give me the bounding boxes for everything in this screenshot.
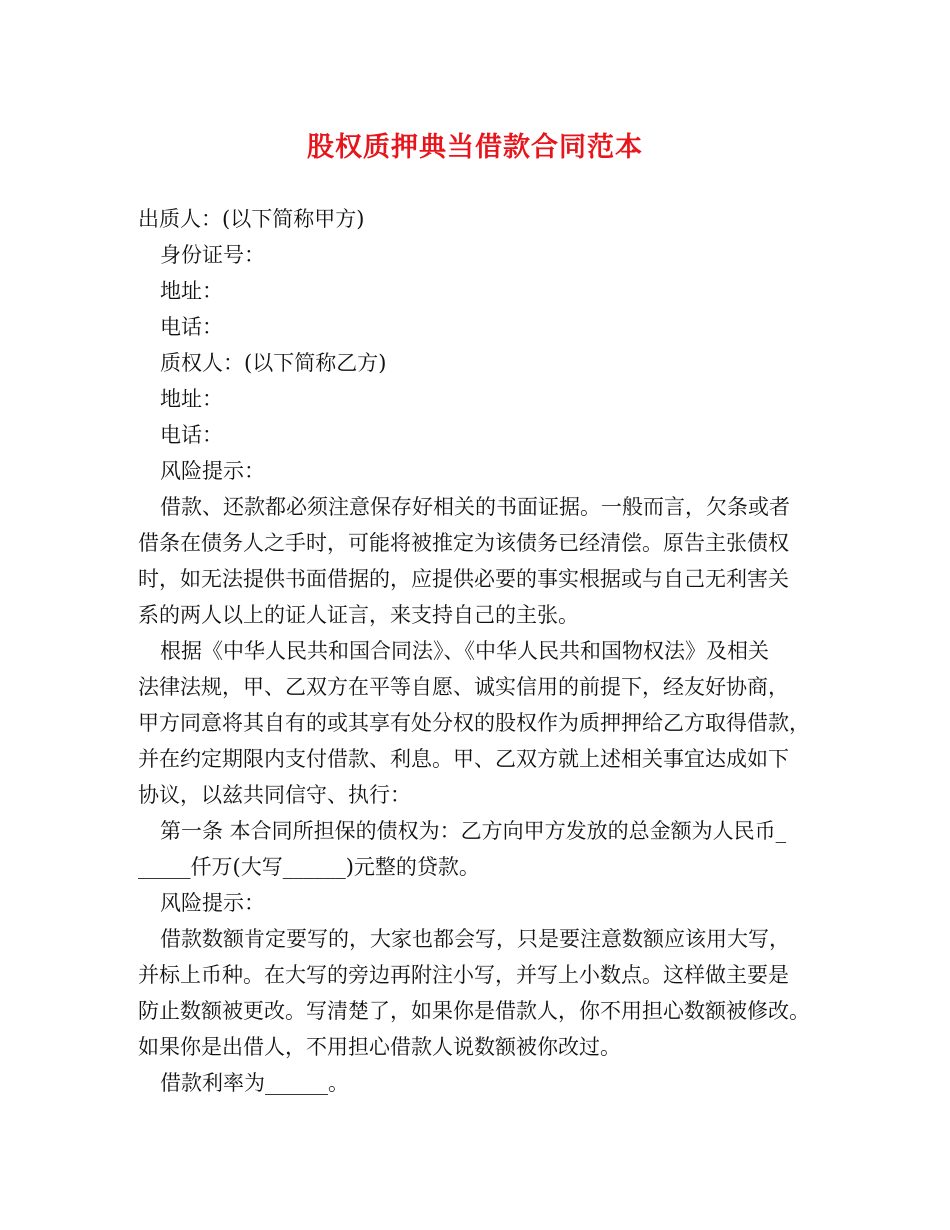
text-line: 协议，以兹共同信守、执行： <box>138 783 411 807</box>
text-line: 借条在债务人之手时，可能将被推定为该债务已经清偿。原告主张债权 <box>138 531 789 555</box>
text-line: 第一条 本合同所担保的债权为：乙方向甲方发放的总金额为人民币_ <box>160 819 787 843</box>
text-line: 出质人：(以下简称甲方) <box>138 207 365 231</box>
text-line: 时，如无法提供书面借据的，应提供必要的事实根据或与自己无利害关 <box>138 567 789 591</box>
text-line: 甲方同意将其自有的或其享有处分权的股权作为质押押给乙方取得借款， <box>138 711 810 735</box>
text-line: 身份证号： <box>160 243 265 267</box>
text-line: 地址： <box>160 387 223 411</box>
text-line: 风险提示： <box>160 891 265 915</box>
text-line: 电话： <box>160 423 223 447</box>
text-line: 并在约定期限内支付借款、利息。甲、乙双方就上述相关事宜达成如下 <box>138 747 789 771</box>
text-line: 如果你是出借人，不用担心借款人说数额被你改过。 <box>138 1035 621 1059</box>
text-line: 法律法规，甲、乙双方在平等自愿、诚实信用的前提下，经友好协商， <box>138 675 789 699</box>
text-line: 借款利率为______。 <box>160 1071 349 1095</box>
text-line: 借款数额肯定要写的，大家也都会写，只是要注意数额应该用大写， <box>160 927 790 951</box>
text-line: 地址： <box>160 279 223 303</box>
text-line: 并标上币种。在大写的旁边再附注小写，并写上小数点。这样做主要是 <box>138 963 789 987</box>
text-line: _____仟万(大写______)元整的贷款。 <box>138 855 480 879</box>
document-body <box>138 201 838 1101</box>
text-line: 根据《中华人民共和国合同法》、《中华人民共和国物权法》及相关 <box>160 639 769 663</box>
text-line: 防止数额被更改。写清楚了，如果你是借款人，你不用担心数额被修改。 <box>138 999 810 1023</box>
text-line: 电话： <box>160 315 223 339</box>
document-title: 股权质押典当借款合同范本 <box>307 132 643 163</box>
text-line: 风险提示： <box>160 459 265 483</box>
text-line: 质权人：(以下简称乙方) <box>160 351 387 375</box>
text-line: 借款、还款都必须注意保存好相关的书面证据。一般而言，欠条或者 <box>160 495 790 519</box>
text-line: 系的两人以上的证人证言，来支持自己的主张。 <box>138 603 579 627</box>
